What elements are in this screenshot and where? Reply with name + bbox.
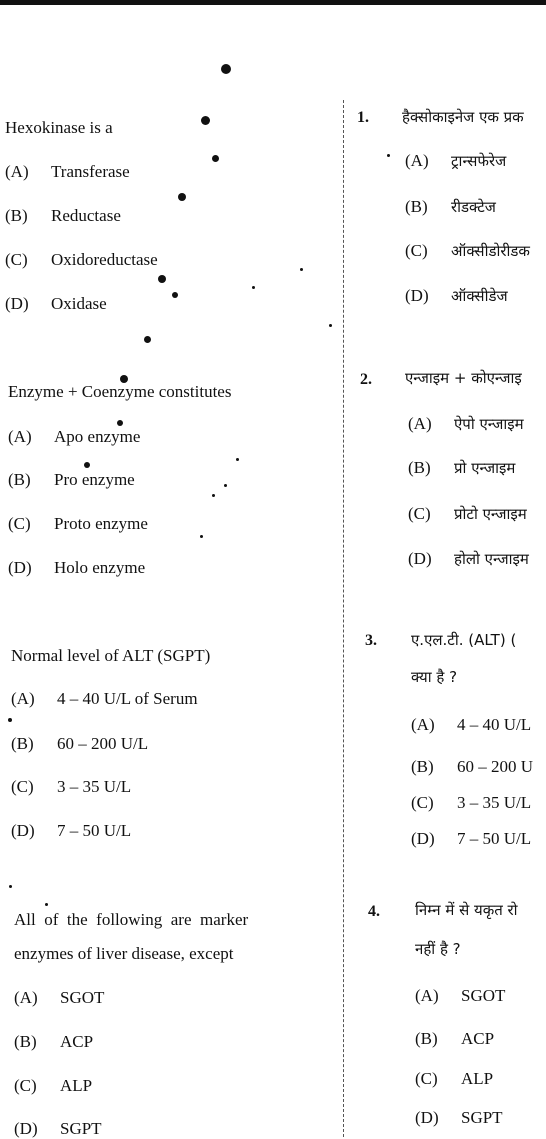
option-letter: (A) bbox=[411, 715, 435, 734]
question-4-option-b-hindi bbox=[415, 1029, 494, 1049]
question-3-option-b bbox=[11, 734, 148, 754]
question-4-number: 4. bbox=[368, 903, 380, 920]
option-text: SGOT bbox=[461, 986, 506, 1005]
question-2-option-b bbox=[8, 470, 135, 490]
option-text: ऑक्सीडेज bbox=[451, 287, 508, 305]
option-text: 3 – 35 U/L bbox=[457, 793, 532, 812]
question-4-option-a-hindi bbox=[415, 986, 505, 1006]
option-text: प्रो एन्जाइम bbox=[454, 459, 516, 477]
option-letter: (A) bbox=[5, 162, 29, 181]
scan-speck bbox=[329, 324, 332, 327]
question-3-option-d bbox=[11, 821, 131, 841]
option-letter: (B) bbox=[8, 470, 31, 489]
question-1-option-a-hindi bbox=[405, 151, 506, 171]
option-letter: (B) bbox=[5, 206, 28, 225]
option-letter: (D) bbox=[11, 821, 35, 840]
option-letter: (C) bbox=[8, 514, 31, 533]
scan-speck bbox=[45, 903, 48, 906]
option-text: ALP bbox=[60, 1076, 93, 1095]
option-text: ऐपो एन्जाइम bbox=[454, 415, 524, 433]
option-text: 60 – 200 U/L bbox=[57, 734, 149, 753]
option-text: 60 – 200 U bbox=[457, 757, 534, 776]
option-text: रीडक्टेज bbox=[451, 198, 496, 216]
question-4-option-c-hindi bbox=[415, 1069, 493, 1089]
question-3-stem-line-2: क्या है ? bbox=[411, 668, 458, 686]
option-letter: (A) bbox=[408, 414, 432, 433]
scan-speck bbox=[300, 268, 303, 271]
question-2-option-a bbox=[8, 427, 140, 447]
option-letter: (D) bbox=[5, 294, 29, 313]
question-2-option-d bbox=[8, 558, 145, 578]
question-1-option-c bbox=[5, 250, 158, 270]
option-text: Pro enzyme bbox=[54, 470, 135, 489]
question-1-option-c-hindi bbox=[405, 241, 530, 261]
option-text: Transferase bbox=[51, 162, 130, 181]
option-text: Reductase bbox=[51, 206, 121, 225]
question-4-stem-line-2: enzymes of liver disease, except bbox=[14, 944, 234, 963]
option-text: SGPT bbox=[461, 1108, 503, 1127]
scan-speck bbox=[387, 154, 390, 157]
question-4-stem-line-2: नहीं है ? bbox=[415, 940, 461, 958]
option-letter: (D) bbox=[415, 1108, 439, 1127]
scan-speck bbox=[158, 275, 166, 283]
option-letter: (B) bbox=[405, 197, 428, 216]
scan-speck bbox=[236, 458, 239, 461]
question-2-option-d-hindi bbox=[408, 549, 529, 569]
option-letter: (B) bbox=[411, 757, 434, 776]
option-text: ALP bbox=[461, 1069, 494, 1088]
option-letter: (D) bbox=[405, 286, 429, 305]
option-text: 7 – 50 U/L bbox=[457, 829, 532, 848]
question-1-option-d bbox=[5, 294, 107, 314]
option-text: 4 – 40 U/L of Serum bbox=[57, 689, 198, 708]
question-2-number: 2. bbox=[360, 371, 372, 388]
question-4-option-a bbox=[14, 988, 104, 1008]
option-letter: (A) bbox=[11, 689, 35, 708]
question-1-option-b-hindi bbox=[405, 197, 496, 217]
scan-speck bbox=[178, 193, 186, 201]
scan-speck bbox=[224, 484, 227, 487]
option-letter: (A) bbox=[14, 988, 38, 1007]
question-1-option-b bbox=[5, 206, 121, 226]
question-4-stem-line-1: All of the following are marker bbox=[14, 910, 249, 929]
option-letter: (B) bbox=[415, 1029, 438, 1048]
question-4-option-d-hindi bbox=[415, 1108, 503, 1128]
question-3-option-c bbox=[11, 777, 131, 797]
scan-speck bbox=[201, 116, 210, 125]
option-letter: (D) bbox=[408, 549, 432, 568]
question-3-option-a-hindi bbox=[411, 715, 531, 735]
question-2-option-c-hindi bbox=[408, 504, 527, 524]
option-text: 4 – 40 U/L bbox=[457, 715, 532, 734]
option-text: 3 – 35 U/L bbox=[57, 777, 132, 796]
option-text: प्रोटो एन्जाइम bbox=[454, 505, 527, 523]
option-text: Oxidase bbox=[51, 294, 107, 313]
option-letter: (A) bbox=[415, 986, 439, 1005]
question-2-option-c bbox=[8, 514, 148, 534]
option-text: SGOT bbox=[60, 988, 105, 1007]
option-text: SGPT bbox=[60, 1119, 102, 1138]
scan-speck bbox=[252, 286, 255, 289]
question-1-stem-hindi: हैक्सोकाइनेज एक प्रक bbox=[402, 108, 524, 126]
question-1-option-a bbox=[5, 162, 130, 182]
question-4-option-b bbox=[14, 1032, 93, 1052]
scan-speck bbox=[9, 885, 12, 888]
question-1-stem: Hexokinase is a bbox=[5, 118, 113, 137]
question-4-option-c bbox=[14, 1076, 92, 1096]
question-3-number: 3. bbox=[365, 632, 377, 649]
option-letter: (C) bbox=[405, 241, 428, 260]
scan-speck bbox=[212, 155, 219, 162]
option-letter: (B) bbox=[14, 1032, 37, 1051]
question-2-option-a-hindi bbox=[408, 414, 524, 434]
option-text: 7 – 50 U/L bbox=[57, 821, 132, 840]
option-letter: (C) bbox=[411, 793, 434, 812]
scan-speck bbox=[200, 535, 203, 538]
question-4-stem-line-1: निम्न में से यकृत रो bbox=[415, 901, 518, 919]
option-letter: (D) bbox=[8, 558, 32, 577]
option-text: Holo enzyme bbox=[54, 558, 146, 577]
option-text: ACP bbox=[60, 1032, 94, 1051]
option-text: Apo enzyme bbox=[54, 427, 141, 446]
question-2-stem-hindi: एन्जाइम + कोएन्जाइ bbox=[405, 369, 522, 387]
option-letter: (B) bbox=[408, 458, 431, 477]
question-3-stem-line-1: ए.एल.टी. (ALT) ( bbox=[411, 631, 517, 649]
scan-speck bbox=[144, 336, 151, 343]
option-letter: (C) bbox=[14, 1076, 37, 1095]
option-letter: (C) bbox=[408, 504, 431, 523]
question-3-stem: Normal level of ALT (SGPT) bbox=[11, 646, 211, 665]
question-2-stem: Enzyme + Coenzyme constitutes bbox=[8, 382, 232, 401]
scan-speck bbox=[84, 462, 90, 468]
option-letter: (A) bbox=[405, 151, 429, 170]
question-3-option-d-hindi bbox=[411, 829, 531, 849]
scan-speck bbox=[212, 494, 215, 497]
option-text: Oxidoreductase bbox=[51, 250, 158, 269]
question-1-number: 1. bbox=[357, 109, 369, 126]
column-divider bbox=[343, 100, 344, 1137]
top-border bbox=[0, 0, 546, 5]
option-letter: (A) bbox=[8, 427, 32, 446]
option-letter: (C) bbox=[11, 777, 34, 796]
scan-speck bbox=[117, 420, 123, 426]
option-letter: (D) bbox=[14, 1119, 38, 1138]
option-text: ACP bbox=[461, 1029, 495, 1048]
question-3-option-c-hindi bbox=[411, 793, 531, 813]
question-4-option-d bbox=[14, 1119, 102, 1139]
question-3-option-a bbox=[11, 689, 198, 709]
option-text: ट्रान्सफेरेज bbox=[451, 152, 507, 170]
option-letter: (C) bbox=[5, 250, 28, 269]
scan-speck bbox=[172, 292, 178, 298]
question-2-option-b-hindi bbox=[408, 458, 515, 478]
question-1-option-d-hindi bbox=[405, 286, 508, 306]
option-letter: (D) bbox=[411, 829, 435, 848]
option-letter: (B) bbox=[11, 734, 34, 753]
option-text: होलो एन्जाइम bbox=[454, 550, 529, 568]
scan-speck bbox=[221, 64, 231, 74]
option-letter: (C) bbox=[415, 1069, 438, 1088]
option-text: Proto enzyme bbox=[54, 514, 148, 533]
question-3-option-b-hindi bbox=[411, 757, 533, 777]
scan-speck bbox=[8, 718, 12, 722]
option-text: ऑक्सीडोरीडक bbox=[451, 242, 530, 260]
